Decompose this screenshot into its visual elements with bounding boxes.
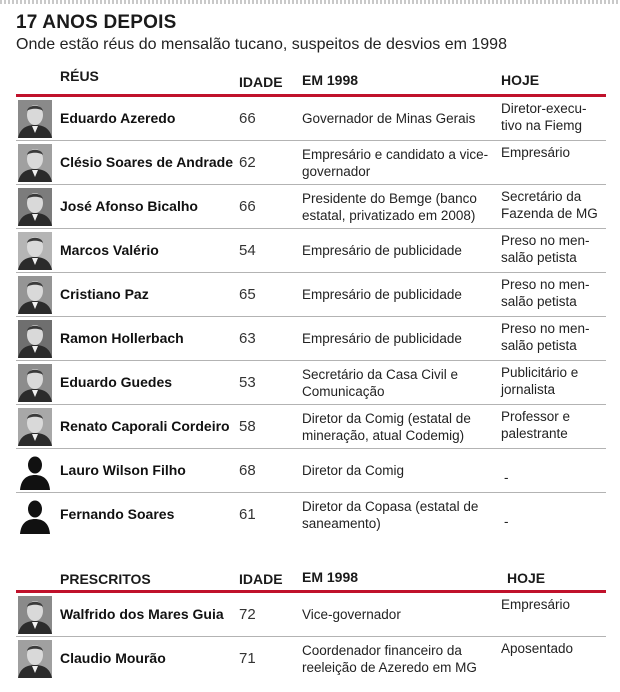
header-reus: RÉUS <box>60 68 99 84</box>
reus-table <box>16 68 606 531</box>
person-age: 66 <box>239 110 256 127</box>
person-age: 61 <box>239 506 256 523</box>
role-in-1998: Governador de Minas Gerais <box>302 111 476 126</box>
person-age: 54 <box>239 242 256 259</box>
current-status: - <box>504 514 509 529</box>
prescritos-table <box>16 568 606 675</box>
portrait-photo <box>18 320 52 358</box>
silhouette-placeholder-icon <box>18 496 52 534</box>
role-in-1998: Diretor da Comig (estatal de mineração, atual Codemig) <box>302 411 471 443</box>
header-idade: IDADE <box>239 571 283 587</box>
role-in-1998: Empresário de publicidade <box>302 243 462 258</box>
role-in-1998: Vice-governador <box>302 607 401 622</box>
person-name: Ramon Hollerbach <box>60 330 184 346</box>
role-in-1998: Diretor da Comig <box>302 463 405 478</box>
portrait-photo <box>18 596 52 634</box>
current-status: Empresário <box>501 145 571 160</box>
header-em-1998: EM 1998 <box>302 569 359 585</box>
header-em-1998: EM 1998 <box>302 72 359 88</box>
portrait-photo <box>18 144 52 182</box>
current-status: Preso no men- salão petista <box>501 321 590 353</box>
header-idade: IDADE <box>239 74 283 90</box>
person-age: 68 <box>239 462 256 479</box>
portrait-photo <box>18 364 52 402</box>
current-status: Diretor-execu- tivo na Fiemg <box>501 101 587 133</box>
person-name: Eduardo Azeredo <box>60 110 176 126</box>
person-age: 58 <box>239 418 256 435</box>
person-age: 65 <box>239 286 256 303</box>
table-row <box>16 637 606 681</box>
role-in-1998: Diretor da Copasa (estatal de saneamento) <box>302 499 479 531</box>
person-name: Walfrido dos Mares Guia <box>60 606 224 622</box>
prescritos-table-body <box>16 593 606 681</box>
table-row <box>16 317 606 361</box>
role-in-1998: Empresário de publicidade <box>302 287 462 302</box>
person-name: Cristiano Paz <box>60 286 149 302</box>
role-in-1998: Presidente do Bemge (banco estatal, privatizado em 2008) <box>302 191 477 223</box>
person-name: Eduardo Guedes <box>60 374 173 390</box>
table-row <box>16 449 606 493</box>
current-status: Preso no men- salão petista <box>501 233 590 265</box>
portrait-photo <box>18 640 52 678</box>
table-row <box>16 185 606 229</box>
role-in-1998: Empresário de publicidade <box>302 331 462 346</box>
current-status: Publicitário e jornalista <box>501 365 579 397</box>
portrait-photo <box>18 188 52 226</box>
current-status: Empresário <box>501 597 571 612</box>
header-hoje: HOJE <box>501 72 540 88</box>
table-row <box>16 593 606 637</box>
page-title: 17 ANOS DEPOIS <box>16 12 177 33</box>
current-status: Preso no men- salão petista <box>501 277 590 309</box>
person-age: 63 <box>239 330 256 347</box>
current-status: Secretário da Fazenda de MG <box>501 189 598 221</box>
person-age: 71 <box>239 650 256 667</box>
current-status: Aposentado <box>501 641 574 656</box>
top-dotted-border <box>0 0 620 4</box>
silhouette-placeholder-icon <box>18 452 52 490</box>
person-name: Marcos Valério <box>60 242 159 258</box>
table-row <box>16 493 606 537</box>
person-age: 53 <box>239 374 256 391</box>
role-in-1998: Secretário da Casa Civil e Comunicação <box>302 367 459 399</box>
reus-table-body <box>16 97 606 537</box>
reus-header-row <box>16 68 606 90</box>
portrait-photo <box>18 408 52 446</box>
person-age: 62 <box>239 154 256 171</box>
current-status: - <box>504 470 509 485</box>
current-status: Professor e palestrante <box>501 409 571 441</box>
page-subtitle: Onde estão réus do mensalão tucano, suspeitos de desvios em 1998 <box>16 36 507 53</box>
table-row <box>16 405 606 449</box>
person-name: Clésio Soares de Andrade <box>60 154 233 170</box>
person-name: Lauro Wilson Filho <box>60 462 186 478</box>
person-name: Renato Caporali Cordeiro <box>60 418 230 434</box>
header-prescritos: PRESCRITOS <box>60 571 151 587</box>
person-name: José Afonso Bicalho <box>60 198 198 214</box>
person-name: Claudio Mourão <box>60 650 166 666</box>
prescritos-header-row <box>16 568 606 590</box>
portrait-photo <box>18 276 52 314</box>
person-name: Fernando Soares <box>60 506 175 522</box>
table-row <box>16 361 606 405</box>
table-row <box>16 141 606 185</box>
person-age: 66 <box>239 198 256 215</box>
role-in-1998: Coordenador financeiro da reeleição de Azeredo em MG <box>302 643 477 675</box>
table-row <box>16 97 606 141</box>
portrait-photo <box>18 100 52 138</box>
table-row <box>16 229 606 273</box>
role-in-1998: Empresário e candidato a vice-governador <box>302 147 489 179</box>
table-row <box>16 273 606 317</box>
portrait-photo <box>18 232 52 270</box>
person-age: 72 <box>239 606 256 623</box>
header-hoje: HOJE <box>507 570 546 586</box>
